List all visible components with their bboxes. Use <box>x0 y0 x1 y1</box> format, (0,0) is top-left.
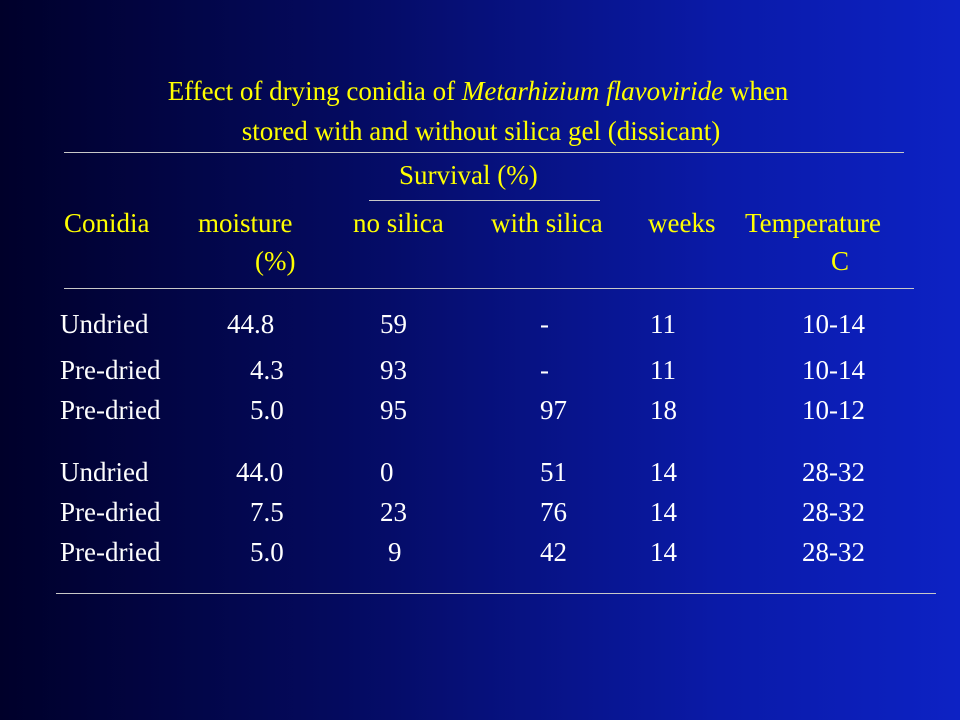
cell-with-silica: 42 <box>540 537 567 567</box>
cell-no-silica: 95 <box>380 395 407 425</box>
cell-conidia: Undried <box>60 457 149 487</box>
table-bottom-rule <box>56 593 936 594</box>
cell-weeks: 14 <box>650 497 677 527</box>
cell-conidia: Pre-dried <box>60 395 161 425</box>
column-header-weeks: weeks <box>648 208 716 238</box>
survival-group-underline <box>369 200 600 201</box>
slide-title-line-2: stored with and without silica gel (dissicant) <box>241 116 721 146</box>
cell-conidia: Pre-dried <box>60 497 161 527</box>
cell-temperature: 28-32 <box>802 457 865 487</box>
title-text-before: Effect of drying conidia of <box>167 76 462 106</box>
cell-no-silica: 0 <box>380 457 394 487</box>
species-name: Metarhizium flavoviride <box>461 76 724 106</box>
survival-group-label: Survival (%) <box>399 160 538 190</box>
cell-conidia: Pre-dried <box>60 355 161 385</box>
cell-conidia: Pre-dried <box>60 537 161 567</box>
cell-weeks: 11 <box>650 355 676 385</box>
column-header-moisture: moisture <box>198 208 293 238</box>
cell-temperature: 28-32 <box>802 497 865 527</box>
cell-weeks: 18 <box>650 395 677 425</box>
cell-with-silica: - <box>540 309 549 339</box>
cell-moisture: 4.3 <box>250 355 284 385</box>
header-divider <box>64 288 914 289</box>
column-header-no-silica: no silica <box>353 208 444 238</box>
column-header-with-silica: with silica <box>491 208 603 238</box>
cell-no-silica: 23 <box>380 497 407 527</box>
column-header-temperature-unit: C <box>831 246 850 276</box>
cell-with-silica: 76 <box>540 497 567 527</box>
cell-with-silica: - <box>540 355 549 385</box>
cell-moisture: 44.0 <box>236 457 284 487</box>
cell-temperature: 10-14 <box>802 309 865 339</box>
cell-moisture: 44.8 <box>227 309 275 339</box>
title-text-after: when <box>723 76 789 106</box>
column-header-temperature: Temperature <box>745 208 882 238</box>
title-divider <box>64 152 904 153</box>
cell-weeks: 11 <box>650 309 676 339</box>
column-header-conidia: Conidia <box>64 208 150 238</box>
cell-temperature: 28-32 <box>802 537 865 567</box>
cell-weeks: 14 <box>650 537 677 567</box>
cell-weeks: 14 <box>650 457 677 487</box>
cell-no-silica: 93 <box>380 355 407 385</box>
slide-title-line-1 <box>0 74 958 108</box>
column-header-moisture-unit: (%) <box>255 246 296 276</box>
cell-no-silica: 9 <box>388 537 402 567</box>
cell-with-silica: 51 <box>540 457 567 487</box>
cell-temperature: 10-12 <box>802 395 865 425</box>
cell-moisture: 5.0 <box>250 395 284 425</box>
cell-moisture: 7.5 <box>250 497 284 527</box>
cell-conidia: Undried <box>60 309 149 339</box>
cell-moisture: 5.0 <box>250 537 284 567</box>
cell-with-silica: 97 <box>540 395 567 425</box>
cell-temperature: 10-14 <box>802 355 865 385</box>
cell-no-silica: 59 <box>380 309 407 339</box>
